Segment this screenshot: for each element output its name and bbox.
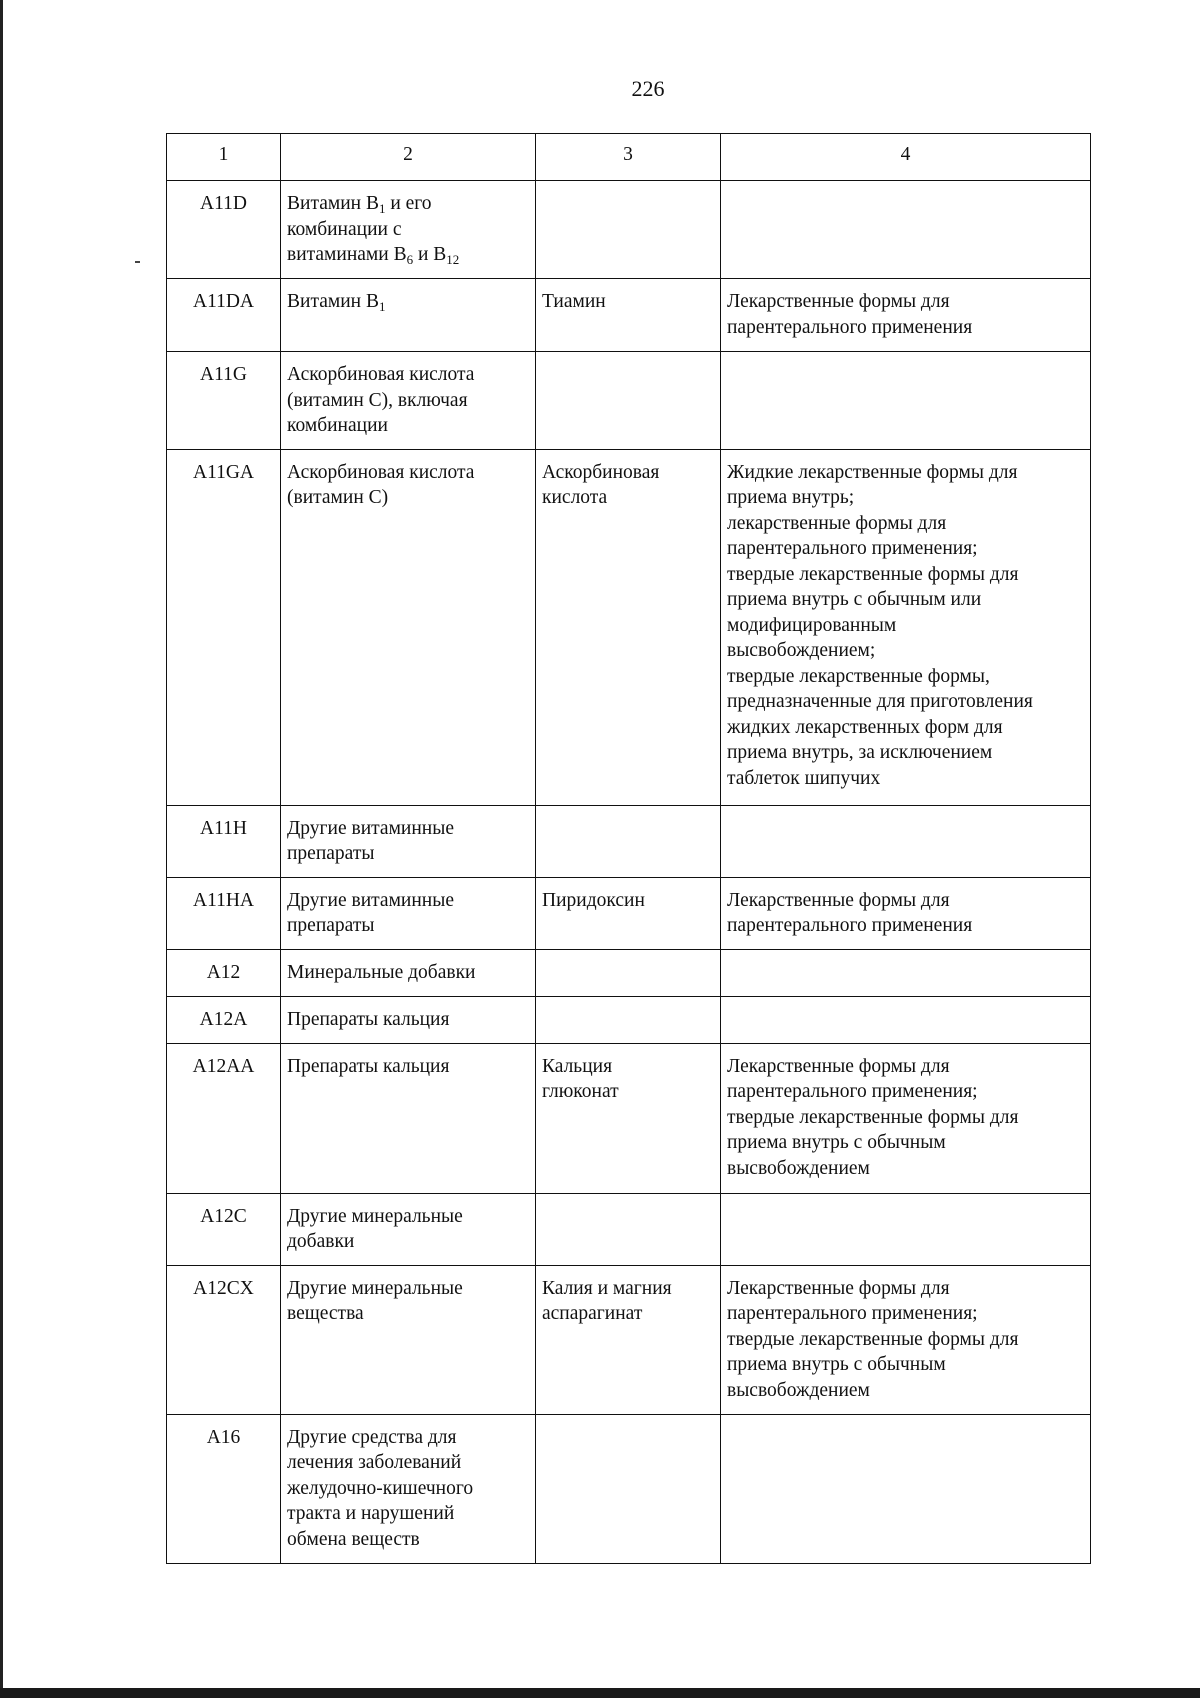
atc-code: A11GA [167,449,281,805]
text-fragment: комбинации с [287,218,402,240]
dosage-forms: Лекарственные формы для парентерального применения; твердые лекарственные формы для приема внутрь с обычным высвобождением [721,1265,1091,1414]
table-row [167,1414,1091,1563]
table-row [167,1043,1091,1193]
substance-name [536,1414,721,1563]
substance-name: Калия и магния аспарагинат [536,1265,721,1414]
substance-name [536,805,721,877]
atc-code: A12AA [167,1043,281,1193]
substance-name: Тиамин [536,279,721,352]
subscript: 12 [446,252,460,267]
dosage-forms: Лекарственные формы для парентерального применения [721,877,1091,949]
drug-list-table [166,133,1091,1564]
dosage-forms: Лекарственные формы для парентерального применения [721,279,1091,352]
table-row [167,805,1091,877]
page-number: 226 [631,76,665,101]
group-name: Другие средства для лечения заболеваний желудочно-кишечного тракта и нарушений обмена веществ [281,1414,536,1563]
table-row [167,1193,1091,1265]
group-name: Аскорбиновая кислота (витамин С), включая комбинации [281,352,536,450]
atc-code: A11H [167,805,281,877]
group-name: Другие витаминные препараты [281,805,536,877]
table-header-row [167,134,1091,181]
substance-name [536,949,721,996]
substance-name [536,352,721,450]
text-fragment: Витамин B [287,291,379,312]
dosage-forms [721,181,1091,279]
group-name: Минеральные добавки [281,949,536,996]
column-header-2: 2 [281,134,536,181]
group-name: Другие минеральные добавки [281,1193,536,1265]
subscript: 1 [378,201,386,216]
dosage-forms [721,996,1091,1043]
dosage-forms [721,949,1091,996]
substance-name [536,996,721,1043]
substance-name [536,181,721,279]
atc-code: A12 [167,949,281,996]
dosage-forms: Лекарственные формы для парентерального применения; твердые лекарственные формы для приема внутрь с обычным высвобождением [721,1043,1091,1193]
atc-code: A11DA [167,279,281,352]
table-row [167,352,1091,450]
group-name: Препараты кальция [281,996,536,1043]
atc-code: A12CX [167,1265,281,1414]
substance-name: Аскорбиновая кислота [536,449,721,805]
table-row [167,279,1091,352]
table-row [167,1265,1091,1414]
dosage-forms: Жидкие лекарственные формы для приема внутрь; лекарственные формы для парентерального применения; твердые лекарственные формы для приема внутрь с обычным или модифицированным высвобождением; твердые лекарственные формы, предназначенные для приготовления жидких лекарственных форм для приема внутрь, за исключением таблеток шипучих [721,449,1091,805]
table-row [167,949,1091,996]
text-fragment: витаминами B [287,244,407,265]
text-fragment: и его [385,193,432,214]
group-name [281,279,536,352]
dosage-forms [721,805,1091,877]
table-row [167,877,1091,949]
subscript: 1 [378,299,386,314]
group-name: Препараты кальция [281,1043,536,1193]
vitamin-b1-label: Витамин B [287,193,379,214]
dosage-forms [721,1193,1091,1265]
table-row [167,449,1091,805]
scan-bottom-edge [0,1688,1200,1698]
group-name: Аскорбиновая кислота (витамин С) [281,449,536,805]
dosage-forms [721,1414,1091,1563]
atc-code: A12C [167,1193,281,1265]
atc-code: A16 [167,1414,281,1563]
substance-name [536,1193,721,1265]
column-header-1: 1 [167,134,281,181]
atc-code: A11D [167,181,281,279]
group-name [281,181,536,279]
atc-code: A11HA [167,877,281,949]
table-row [167,996,1091,1043]
text-fragment: и B [413,244,447,265]
scan-speck [135,261,140,263]
column-header-4: 4 [721,134,1091,181]
scan-left-edge [0,0,3,1698]
substance-name: Пиридоксин [536,877,721,949]
group-name: Другие минеральные вещества [281,1265,536,1414]
table-row [167,181,1091,279]
subscript: 6 [406,252,414,267]
atc-code: A12A [167,996,281,1043]
substance-name: Кальция глюконат [536,1043,721,1193]
column-header-3: 3 [536,134,721,181]
atc-code: A11G [167,352,281,450]
dosage-forms [721,352,1091,450]
group-name: Другие витаминные препараты [281,877,536,949]
